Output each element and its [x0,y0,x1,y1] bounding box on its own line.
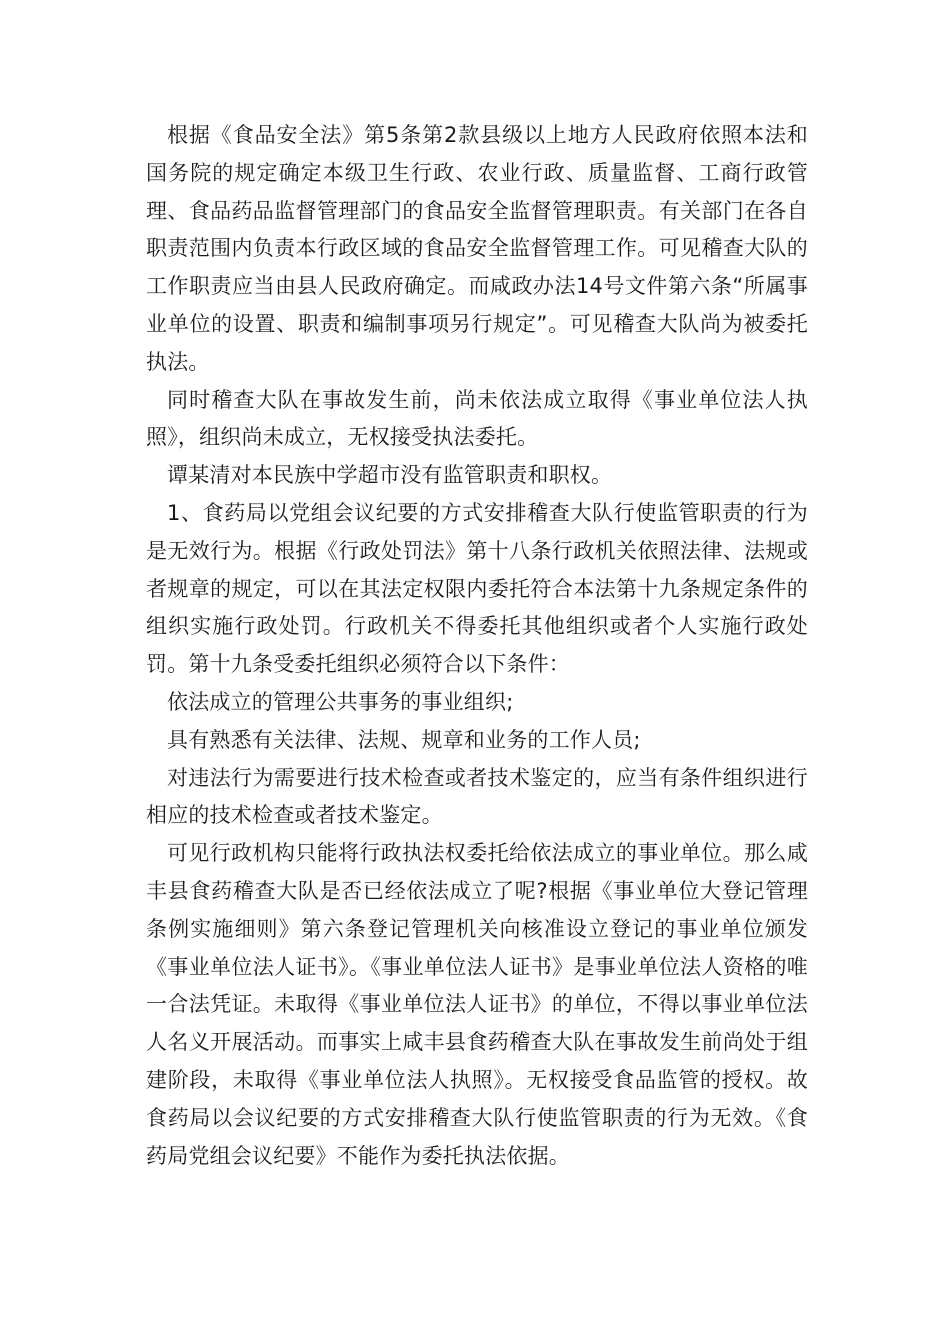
paragraph-1: 根据《食品安全法》第5条第2款县级以上地方人民政府依照本法和国务院的规定确定本级卫生行政、农业行政、质量监督、工商行政管理、食品药品监督管理部门的食品安全监督管理职责。有关部门在各自职责范围内负责本行政区域的食品安全监督管理工作。可见稽查大队的工作职责应当由县人民政府确定。而咸政办法14号文件第六条“所属事业单位的设置、职责和编制事项另行规定”。可见稽查大队尚为被委托执法。 [146,123,808,374]
paragraph-6: 具有熟悉有关法律、法规、规章和业务的工作人员; [167,727,641,752]
paragraph-5: 依法成立的管理公共事务的事业组织; [167,689,514,714]
paragraph-8: 可见行政机构只能将行政执法权委托给依法成立的事业单位。那么咸丰县食药稽查大队是否已经依法成立了呢?根据《事业单位大登记管理条例实施细则》第六条登记管理机关向核准设立登记的事业单位颁发《事业单位法人证书》。《事业单位法人证书》是事业单位法人资格的唯一合法凭证。未取得《事业单位法人证书》的单位，不得以事业单位法人名义开展活动。而事实上咸丰县食药稽查大队在事故发生前尚处于组建阶段，未取得《事业单位法人执照》。无权接受食品监管的授权。故食药局以会议纪要的方式安排稽查大队行使监管职责的行为无效。《食药局党组会议纪要》不能作为委托执法依据。 [146,841,808,1168]
paragraph-3: 谭某清对本民族中学超市没有监管职责和职权。 [167,463,613,488]
document-body [146,117,808,1175]
paragraph-7: 对违法行为需要进行技术检查或者技术鉴定的，应当有条件组织进行相应的技术检查或者技术鉴定。 [146,765,808,828]
paragraph-2: 同时稽查大队在事故发生前，尚未依法成立取得《事业单位法人执照》，组织尚未成立，无权接受执法委托。 [146,387,808,450]
paragraph-4: 1、食药局以党组会议纪要的方式安排稽查大队行使监管职责的行为是无效行为。根据《行政处罚法》第十八条行政机关依照法律、法规或者规章的规定，可以在其法定权限内委托符合本法第十九条规定条件的组织实施行政处罚。行政机关不得委托其他组织或者个人实施行政处罚。第十九条受委托组织必须符合以下条件： [146,500,808,677]
